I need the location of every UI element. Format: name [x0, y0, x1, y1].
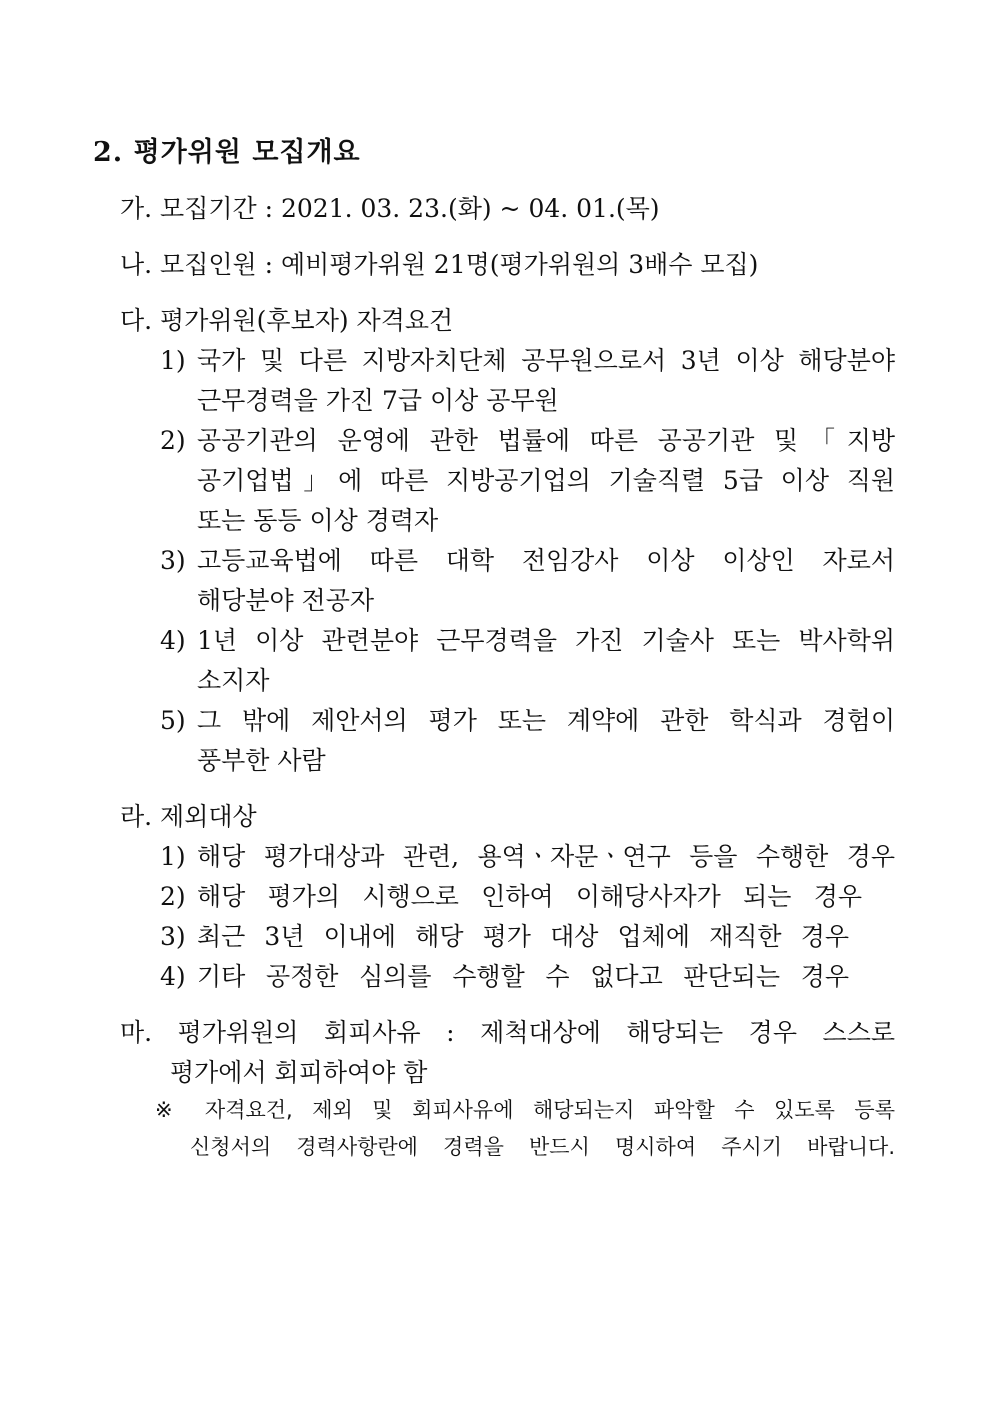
- qualification-5-line-2: 풍부한 사람: [197, 746, 326, 775]
- exclusion-item-1: 해당 평가대상과 관련, 용역ㆍ자문ㆍ연구 등을 수행한 경우: [197, 842, 895, 871]
- qualification-2-line-3: 또는 동등 이상 경력자: [197, 506, 439, 535]
- qualification-1-line-1: 국가 및 다른 지방자치단체 공무원으로서 3년 이상 해당분야: [197, 346, 895, 375]
- section-heading: 2. 평가위원 모집개요: [93, 137, 361, 168]
- exclusion-num-4: 4): [160, 962, 186, 991]
- qualification-4-line-1: 1년 이상 관련분야 근무경력을 가진 기술사 또는 박사학위: [197, 626, 895, 655]
- qualification-num-2: 2): [160, 426, 186, 455]
- qualification-num-1: 1): [160, 346, 186, 375]
- qualification-3-line-2: 해당분야 전공자: [197, 586, 374, 615]
- exclusion-item-3: 최근 3년 이내에 해당 평가 대상 업체에 재직한 경우: [197, 922, 849, 951]
- qualification-num-5: 5): [160, 706, 186, 735]
- note-line-2: 신청서의 경력사항란에 경력을 반드시 명시하여 주시기 바랍니다.: [190, 1135, 895, 1159]
- qualification-title: 다. 평가위원(후보자) 자격요건: [120, 306, 454, 335]
- exclusion-num-2: 2): [160, 882, 186, 911]
- note-line-1: ※ 자격요건, 제외 및 회피사유에 해당되는지 파악할 수 있도록 등록: [155, 1098, 895, 1122]
- exclusion-item-4: 기타 공정한 심의를 수행할 수 없다고 판단되는 경우: [197, 962, 849, 991]
- recruit-period: 가. 모집기간 : 2021. 03. 23.(화) ~ 04. 01.(목): [120, 194, 660, 223]
- exclusion-num-1: 1): [160, 842, 186, 871]
- avoidance-line-2: 평가에서 회피하여야 함: [170, 1058, 428, 1087]
- qualification-4-line-2: 소지자: [197, 666, 270, 695]
- qualification-2-line-2: 공기업법」에 따른 지방공기업의 기술직렬 5급 이상 직원: [197, 466, 895, 495]
- exclusion-item-2: 해당 평가의 시행으로 인하여 이해당사자가 되는 경우: [197, 882, 862, 911]
- qualification-2-line-1: 공공기관의 운영에 관한 법률에 따른 공공기관 및「지방: [197, 426, 895, 455]
- qualification-1-line-2: 근무경력을 가진 7급 이상 공무원: [197, 386, 559, 415]
- qualification-num-4: 4): [160, 626, 186, 655]
- recruit-count: 나. 모집인원 : 예비평가위원 21명(평가위원의 3배수 모집): [120, 250, 759, 279]
- exclusion-title: 라. 제외대상: [120, 802, 257, 831]
- qualification-3-line-1: 고등교육법에 따른 대학 전임강사 이상 이상인 자로서: [197, 546, 895, 575]
- exclusion-num-3: 3): [160, 922, 186, 951]
- avoidance-line-1: 마. 평가위원의 회피사유 : 제척대상에 해당되는 경우 스스로: [120, 1018, 895, 1047]
- qualification-5-line-1: 그 밖에 제안서의 평가 또는 계약에 관한 학식과 경험이: [197, 706, 895, 735]
- qualification-num-3: 3): [160, 546, 186, 575]
